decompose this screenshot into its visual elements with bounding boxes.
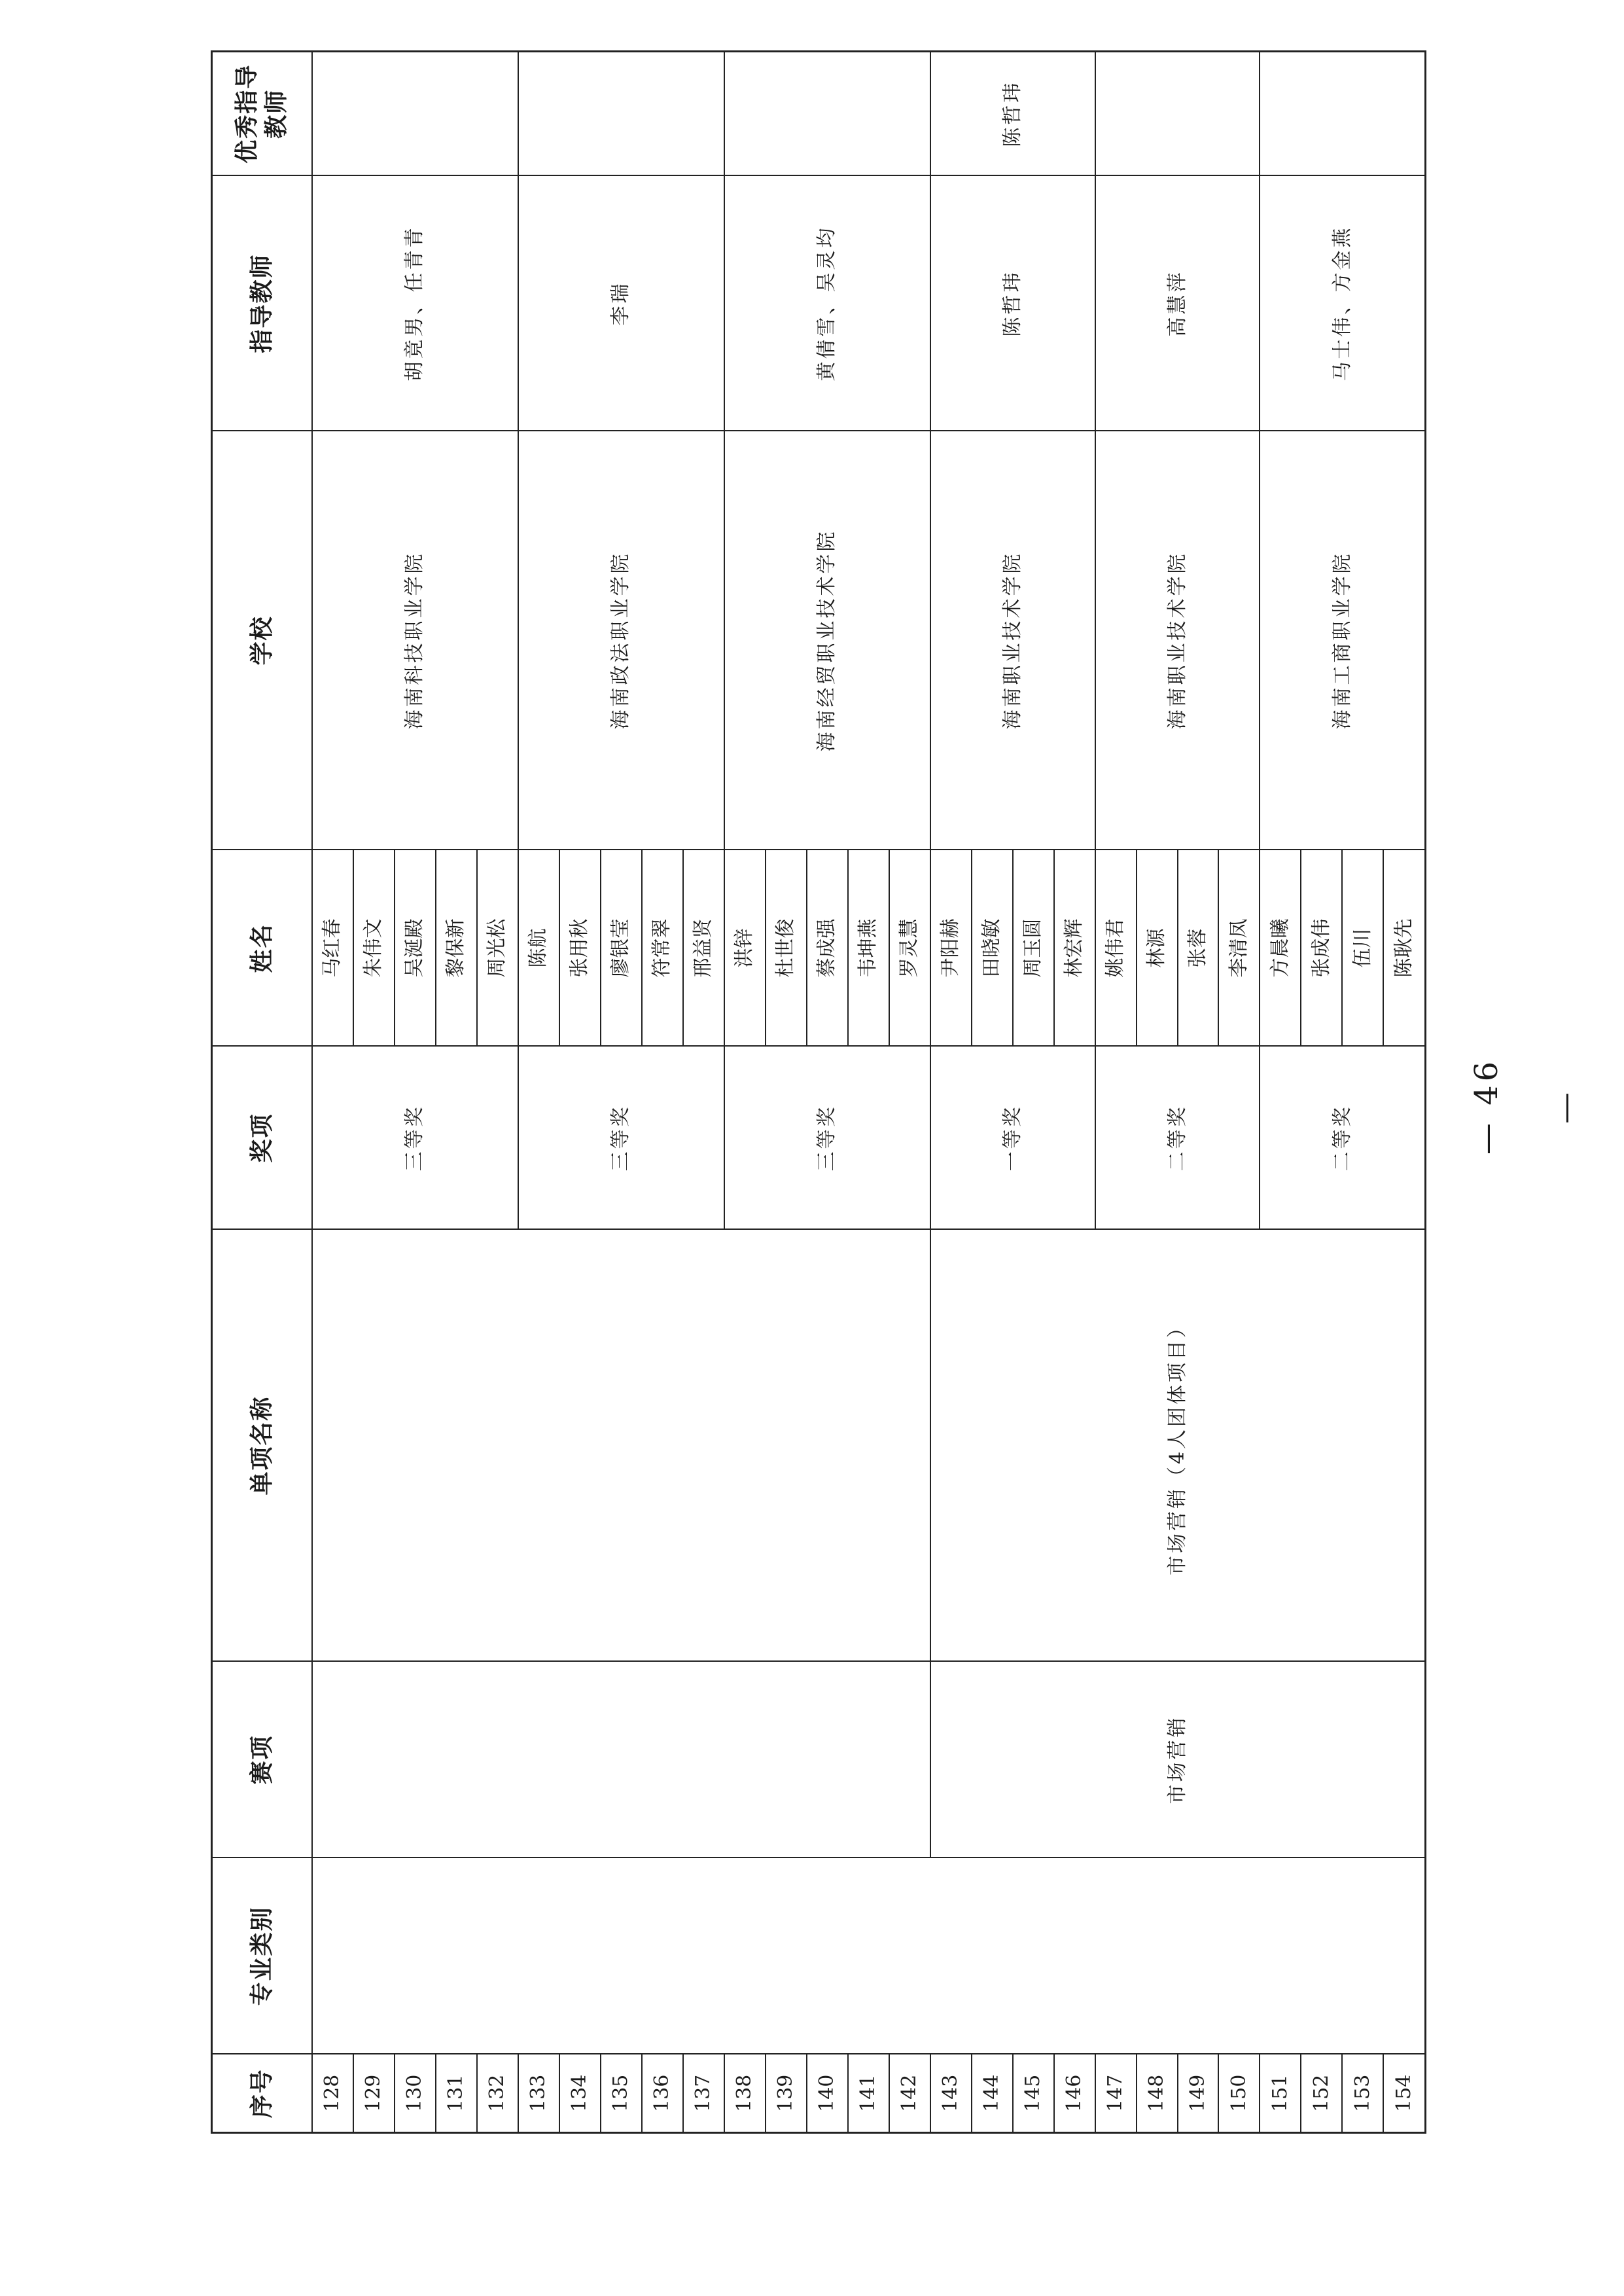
- seq-cell: 153: [1342, 2054, 1383, 2133]
- school-cell: 海南职业技术学院: [930, 431, 1095, 850]
- seq-cell: 145: [1013, 2054, 1054, 2133]
- seq-cell: 149: [1178, 2054, 1219, 2133]
- rotated-table-wrapper: [211, 63, 1426, 2134]
- seq-cell: 152: [1301, 2054, 1342, 2133]
- header-excellent-teacher: 优秀指导教师: [212, 52, 312, 176]
- event-cell-empty: [312, 1662, 930, 1858]
- award-table: [211, 50, 1426, 2134]
- name-cell: 韦坤燕: [848, 850, 889, 1047]
- seq-cell: 147: [1095, 2054, 1137, 2133]
- teacher-cell: 高慧萍: [1095, 176, 1260, 431]
- name-cell: 邢益贤: [683, 850, 724, 1047]
- school-cell: 海南科技职业学院: [312, 431, 518, 850]
- name-cell: 罗灵慧: [889, 850, 930, 1047]
- excellent-teacher-cell: [1260, 52, 1425, 176]
- award-cell: 三等奖: [312, 1047, 518, 1230]
- name-cell: 黎保新: [436, 850, 477, 1047]
- name-cell: 伍川: [1342, 850, 1383, 1047]
- seq-cell: 148: [1137, 2054, 1178, 2133]
- school-cell: 海南职业技术学院: [1095, 431, 1260, 850]
- name-cell: 陈航: [518, 850, 559, 1047]
- item-cell-empty: [312, 1230, 930, 1662]
- name-cell: 尹阳赫: [930, 850, 972, 1047]
- seq-cell: 138: [724, 2054, 766, 2133]
- seq-cell: 142: [889, 2054, 930, 2133]
- teacher-cell: 胡竟男、任青青: [312, 176, 518, 431]
- seq-cell: 137: [683, 2054, 724, 2133]
- name-cell: 陈耿先: [1383, 850, 1425, 1047]
- name-cell: 姚伟君: [1095, 850, 1137, 1047]
- school-cell: 海南经贸职业技术学院: [724, 431, 930, 850]
- seq-cell: 141: [848, 2054, 889, 2133]
- award-cell: 三等奖: [724, 1047, 930, 1230]
- name-cell: 朱伟文: [353, 850, 395, 1047]
- name-cell: 林宏辉: [1054, 850, 1095, 1047]
- seq-cell: 131: [436, 2054, 477, 2133]
- teacher-cell: 黄倩雪、吴灵均: [724, 176, 930, 431]
- item-cell-market: 市场营销（4人团体项目）: [930, 1230, 1426, 1662]
- seq-cell: 139: [766, 2054, 807, 2133]
- seq-cell: 136: [642, 2054, 683, 2133]
- teacher-cell: 李瑞: [518, 176, 724, 431]
- name-cell: 周玉圆: [1013, 850, 1054, 1047]
- name-cell: 田晓敏: [972, 850, 1013, 1047]
- name-cell: 林源: [1137, 850, 1178, 1047]
- award-cell: 一等奖: [930, 1047, 1095, 1230]
- event-cell-market: 市场营销: [930, 1662, 1426, 1858]
- header-category: 专业类别: [212, 1858, 312, 2054]
- excellent-teacher-cell: [312, 52, 518, 176]
- header-row: [212, 52, 312, 2133]
- table-row: [312, 52, 353, 2133]
- name-cell: 马红春: [312, 850, 353, 1047]
- seq-cell: 133: [518, 2054, 559, 2133]
- name-cell: 符常翠: [642, 850, 683, 1047]
- seq-cell: 132: [477, 2054, 518, 2133]
- header-event: 赛项: [212, 1662, 312, 1858]
- header-item: 单项名称: [212, 1230, 312, 1662]
- seq-cell: 146: [1054, 2054, 1095, 2133]
- school-cell: 海南工商职业学院: [1260, 431, 1425, 850]
- header-teacher: 指导教师: [212, 176, 312, 431]
- award-cell: 三等奖: [518, 1047, 724, 1230]
- seq-cell: 144: [972, 2054, 1013, 2133]
- header-award: 奖项: [212, 1047, 312, 1230]
- name-cell: 张用秋: [559, 850, 601, 1047]
- seq-cell: 129: [353, 2054, 395, 2133]
- seq-cell: 151: [1260, 2054, 1301, 2133]
- header-name: 姓名: [212, 850, 312, 1047]
- seq-cell: 143: [930, 2054, 972, 2133]
- name-cell: 廖银莹: [601, 850, 642, 1047]
- page-number: — 46 —: [1468, 1057, 1583, 1155]
- name-cell: 方晨曦: [1260, 850, 1301, 1047]
- header-seq: 序号: [212, 2054, 312, 2133]
- category-cell: [312, 1858, 1426, 2054]
- teacher-cell: 马士伟、方金燕: [1260, 176, 1425, 431]
- seq-cell: 130: [395, 2054, 436, 2133]
- name-cell: 李清凤: [1218, 850, 1260, 1047]
- name-cell: 杜世俊: [766, 850, 807, 1047]
- seq-cell: 150: [1218, 2054, 1260, 2133]
- teacher-cell: 陈哲玮: [930, 176, 1095, 431]
- name-cell: 吴涎殿: [395, 850, 436, 1047]
- excellent-teacher-cell: [518, 52, 724, 176]
- table-row: [930, 52, 972, 2133]
- excellent-teacher-cell: [1095, 52, 1260, 176]
- name-cell: 张蓉: [1178, 850, 1219, 1047]
- seq-cell: 134: [559, 2054, 601, 2133]
- excellent-teacher-cell: [724, 52, 930, 176]
- header-school: 学校: [212, 431, 312, 850]
- award-cell: 二等奖: [1095, 1047, 1260, 1230]
- name-cell: 张成伟: [1301, 850, 1342, 1047]
- seq-cell: 154: [1383, 2054, 1425, 2133]
- excellent-teacher-cell: 陈哲玮: [930, 52, 1095, 176]
- name-cell: 蔡成强: [807, 850, 848, 1047]
- name-cell: 洪锌: [724, 850, 766, 1047]
- seq-cell: 135: [601, 2054, 642, 2133]
- seq-cell: 140: [807, 2054, 848, 2133]
- seq-cell: 128: [312, 2054, 353, 2133]
- award-cell: 二等奖: [1260, 1047, 1425, 1230]
- school-cell: 海南政法职业学院: [518, 431, 724, 850]
- name-cell: 周光松: [477, 850, 518, 1047]
